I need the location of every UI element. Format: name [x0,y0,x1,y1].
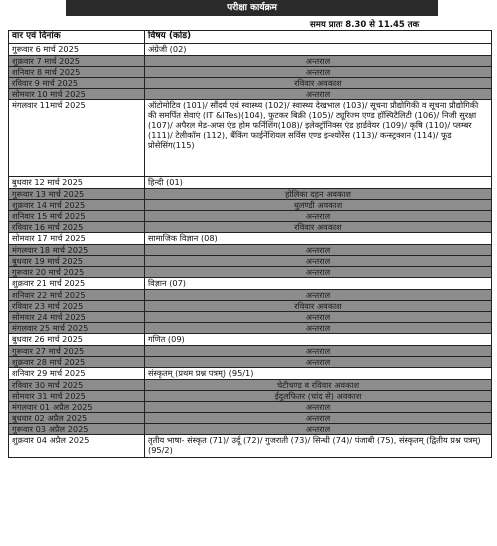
date-cell: शुक्रवार 7 मार्च 2025 [9,56,145,67]
date-cell: शुक्रवार 04 अप्रैल 2025 [9,435,145,458]
table-row-gap [9,78,492,89]
date-cell: मंगलवार 18 मार्च 2025 [9,245,145,256]
table-row-exam [9,100,492,177]
table-row-gap [9,222,492,233]
table-row-exam [9,278,492,290]
exam-schedule-table [8,30,492,458]
subject-cell: अन्तराल [145,267,492,278]
date-cell: शुक्रवार 21 मार्च 2025 [9,278,145,290]
table-row-gap [9,200,492,211]
date-cell: शुक्रवार 28 मार्च 2025 [9,357,145,368]
subject-cell: संस्कृतम् (प्रथम प्रश्न पत्रम्) (95/1) [145,368,492,380]
date-cell: रविवार 23 मार्च 2025 [9,301,145,312]
subject-cell: रविवार अवकाश [145,222,492,233]
table-row-gap [9,391,492,402]
subject-cell: अन्तराल [145,56,492,67]
subject-cell: सामाजिक विज्ञान (08) [145,233,492,245]
table-row-exam [9,233,492,245]
table-row-gap [9,357,492,368]
date-cell: शनिवार 15 मार्च 2025 [9,211,145,222]
subject-cell: अन्तराल [145,290,492,301]
subject-cell: धुलण्डी अवकाश [145,200,492,211]
subject-cell: अंग्रेजी (02) [145,44,492,56]
table-row-gap [9,380,492,391]
date-cell: रविवार 16 मार्च 2025 [9,222,145,233]
subject-cell: अन्तराल [145,413,492,424]
table-row-gap [9,402,492,413]
table-row-gap [9,323,492,334]
page-title: परीक्षा कार्यक्रम [66,0,438,16]
subject-cell: अन्तराल [145,211,492,222]
table-row-exam [9,334,492,346]
date-cell: गुरूवार 20 मार्च 2025 [9,267,145,278]
subject-cell: अन्तराल [145,256,492,267]
table-header-row [9,31,492,44]
table-row-exam [9,177,492,189]
table-row-gap [9,346,492,357]
table-row-gap [9,256,492,267]
table-row-gap [9,56,492,67]
column-header-subject: विषय (कोड) [145,31,492,44]
table-row-gap [9,67,492,78]
table-row-gap [9,267,492,278]
table-row-gap [9,245,492,256]
subject-cell: रविवार अवकाश [145,78,492,89]
table-row-exam [9,44,492,56]
table-row-gap [9,301,492,312]
table-row-gap [9,290,492,301]
date-cell: मंगलवार 11मार्च 2025 [9,100,145,177]
table-row-gap [9,211,492,222]
subject-cell: अन्तराल [145,245,492,256]
exam-timing: समय प्रातः 8.30 से 11.45 तक [310,20,420,30]
date-cell: मंगलवार 25 मार्च 2025 [9,323,145,334]
date-cell: शनिवार 8 मार्च 2025 [9,67,145,78]
date-cell: बुधवार 02 अप्रैल 2025 [9,413,145,424]
date-cell: बुधवार 19 मार्च 2025 [9,256,145,267]
date-cell: सोमवार 31 मार्च 2025 [9,391,145,402]
subject-cell: अन्तराल [145,323,492,334]
subject-cell: अन्तराल [145,67,492,78]
date-cell: सोमवार 10 मार्च 2025 [9,89,145,100]
subject-cell: ऑटोमोटिव (101)/ सौंदर्य एवं स्वास्थ्य (102)/ स्वास्थ्य देखभाल (103)/ सूचना प्रौद्योगिकी व सूचना प्रौद्योगिकी की समर्पित सेवाएं (IT &ITes)(104), फुटकर बिक्री (105)/ ट्यूरिज्म एण्ड हॉस्पिटैलिटी (106)/ निजी सुरक्षा (107)/ अपैरल मेड-अप्स एंड होम फर्निशिंग(108)/ इलेक्ट्रॉनिक्स एंड हार्डवेयर (109)/ कृषि (110)/ प्लम्बर (111)/ टेलीकॉम (112), बैंकिंग फाईनेंशियल सर्विस एण्ड इन्श्योरेंस (113)/ कन्स्ट्रक्शन (114)/ फूड प्रोसेसिंग(115) [145,100,492,177]
table-row-gap [9,312,492,323]
date-cell: शनिवार 29 मार्च 2025 [9,368,145,380]
table-row-gap [9,424,492,435]
date-cell: गुरूवार 13 मार्च 2025 [9,189,145,200]
date-cell: बुधवार 26 मार्च 2025 [9,334,145,346]
date-cell: गुरूवार 6 मार्च 2025 [9,44,145,56]
date-cell: सोमवार 24 मार्च 2025 [9,312,145,323]
subject-cell: अन्तराल [145,312,492,323]
date-cell: गुरूवार 27 मार्च 2025 [9,346,145,357]
subject-cell: हिन्दी (01) [145,177,492,189]
table-row-exam [9,435,492,458]
subject-cell: अन्तराल [145,89,492,100]
subject-cell: होलिका दहन अवकाश [145,189,492,200]
subject-cell: अन्तराल [145,357,492,368]
table-row-gap [9,413,492,424]
subject-cell: अन्तराल [145,346,492,357]
subject-cell: अन्तराल [145,424,492,435]
table-row-gap [9,89,492,100]
date-cell: शुक्रवार 14 मार्च 2025 [9,200,145,211]
date-cell: सोमवार 17 मार्च 2025 [9,233,145,245]
subject-cell: अन्तराल [145,402,492,413]
subject-cell: विज्ञान (07) [145,278,492,290]
date-cell: शनिवार 22 मार्च 2025 [9,290,145,301]
subject-cell: रविवार अवकाश [145,301,492,312]
column-header-date: वार एवं दिनांक [9,31,145,44]
date-cell: मंगलवार 01 अप्रैल 2025 [9,402,145,413]
date-cell: रविवार 30 मार्च 2025 [9,380,145,391]
subject-cell: गणित (09) [145,334,492,346]
table-row-exam [9,368,492,380]
table-row-gap [9,189,492,200]
schedule-rows [9,44,492,458]
date-cell: गुरूवार 03 अप्रैल 2025 [9,424,145,435]
date-cell: रविवार 9 मार्च 2025 [9,78,145,89]
date-cell: बुधवार 12 मार्च 2025 [9,177,145,189]
subject-cell: तृतीय भाषा- संस्कृत (71)/ उर्दू (72)/ गुजराती (73)/ सिन्धी (74)/ पंजाबी (75), संस्कृतम् (द्वितीय प्रश्न पत्रम्) (95/2) [145,435,492,458]
subject-cell: चेटीचण्ड व रविवार अवकाश [145,380,492,391]
subject-cell: ईदुलफितर (चांद से) अवकाश [145,391,492,402]
